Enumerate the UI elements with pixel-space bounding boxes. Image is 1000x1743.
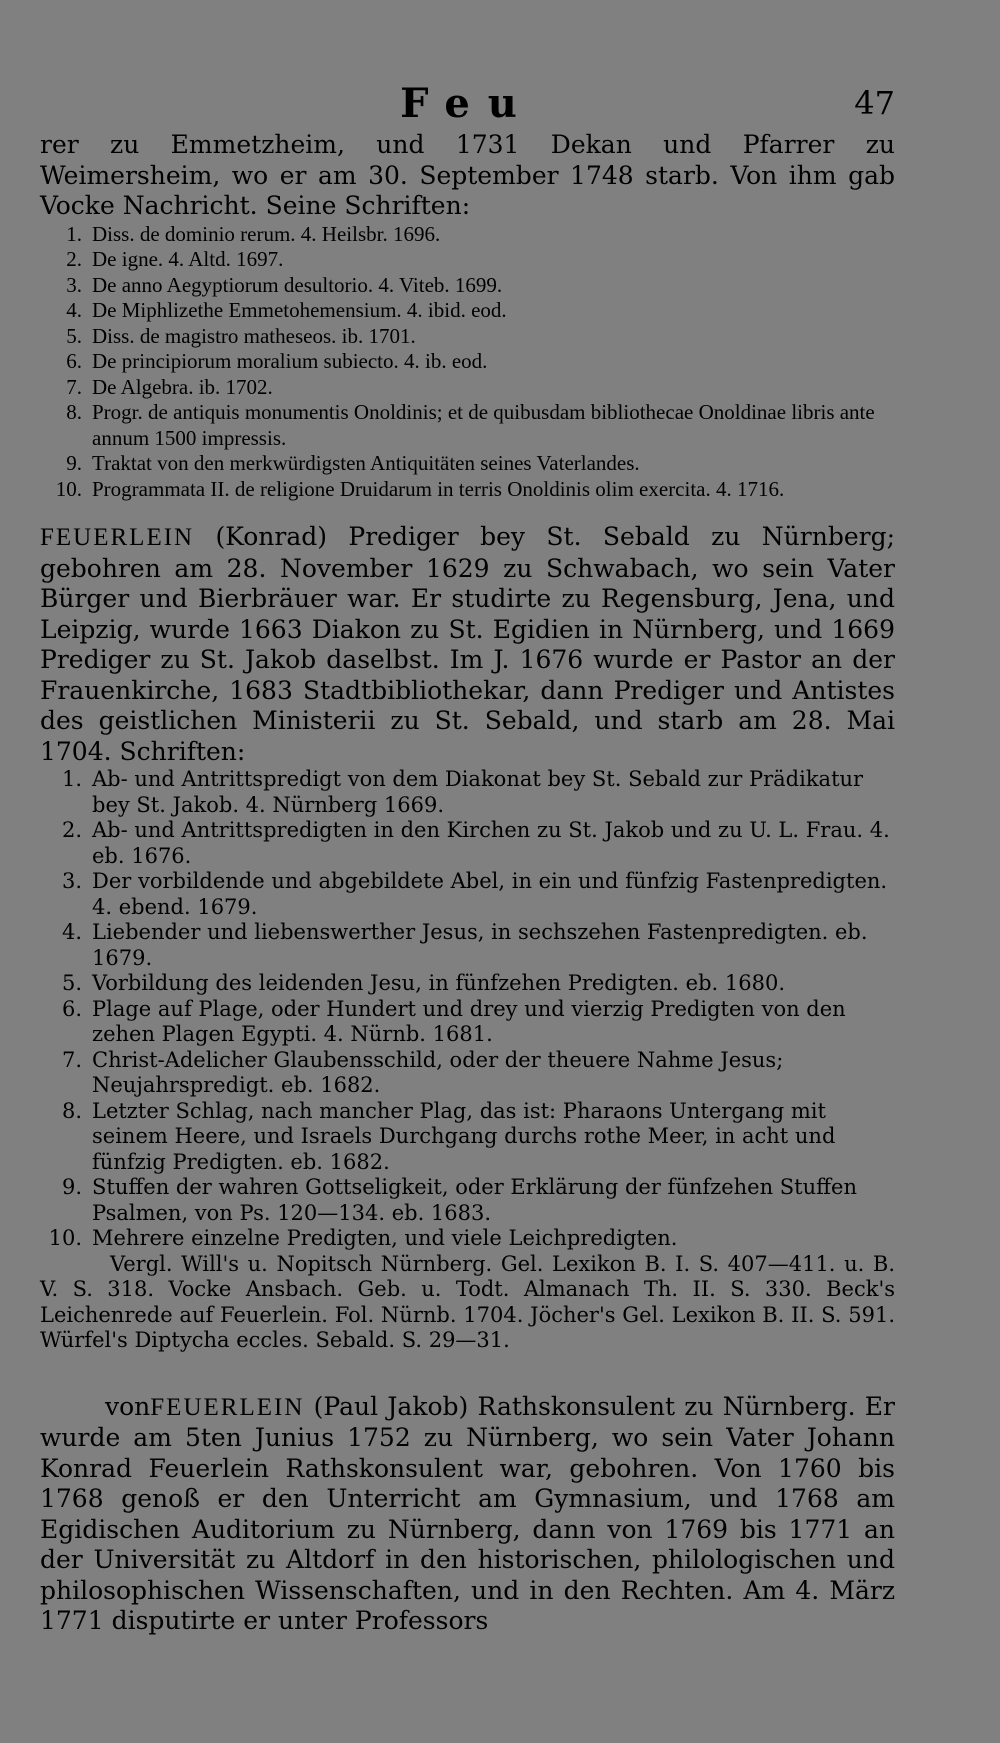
work-item bbox=[40, 818, 895, 869]
work-item bbox=[40, 920, 895, 971]
work-number: 1. bbox=[66, 221, 82, 246]
spacer bbox=[40, 502, 895, 522]
work-item bbox=[40, 400, 895, 451]
running-header bbox=[40, 70, 895, 130]
entry-body-text: (Konrad) Prediger bey St. Sebald zu Nürnberg; gebohren am 28. November 1629 zu Schwabach, wo sein Vater Bürger und Bierbräuer war. Er studirte zu Regensburg, Jena, und Leipzig, wurde 1663 Diakon zu St. Egidien in Nürnberg, und 1669 Prediger zu St. Jakob daselbst. Im J. 1676 wurde er Pastor an der Frauenkirche, 1683 Stadtbibliothekar, dann Prediger und Antistes des geistlichen Ministerii zu St. Sebald, und starb am 28. Mai 1704. Schriften: bbox=[40, 522, 895, 766]
running-title: Feu bbox=[400, 80, 535, 127]
work-item bbox=[40, 1099, 895, 1176]
work-title: Ab- und Antrittspredigten in den Kirchen zu St. Jakob und zu U. L. Frau. 4. eb. 1676. bbox=[92, 818, 890, 868]
work-item bbox=[40, 222, 895, 248]
work-title: Programmata II. de religione Druidarum in terris Onoldinis olim exercita. 4. 1716. bbox=[92, 476, 785, 501]
work-title: De anno Aegyptiorum desultorio. 4. Viteb. 1699. bbox=[92, 272, 503, 297]
entry-headword: FEUERLEIN bbox=[40, 524, 195, 551]
work-item bbox=[40, 1175, 895, 1226]
work-item bbox=[40, 375, 895, 401]
entry-body-text: (Paul Jakob) Rathskonsulent zu Nürnberg. Er wurde am 5ten Junius 1752 zu Nürnberg, wo sein Vater Johann Konrad Feuerlein Rathskonsulent war, gebohren. Von 1760 bis 1768 genoß er den Unterricht am Gymnasium, und 1768 am Egidischen Auditorium zu Nürnberg, dann von 1769 bis 1771 an der Universität zu Altdorf in den historischen, philologischen und philosophischen Wissenschaften, und in den Rechten. Am 4. März 1771 disputirte er unter Professors bbox=[40, 1391, 895, 1635]
work-number: 7. bbox=[66, 374, 82, 399]
entry-feuerlein-konrad bbox=[40, 522, 895, 767]
work-item bbox=[40, 298, 895, 324]
work-number: 4. bbox=[61, 920, 82, 944]
work-number: 8. bbox=[66, 400, 82, 424]
work-number: 2. bbox=[66, 247, 82, 271]
work-item bbox=[40, 247, 895, 273]
spacer bbox=[40, 1354, 895, 1392]
work-number: 8. bbox=[61, 1098, 82, 1123]
work-number: 7. bbox=[61, 1047, 82, 1072]
work-title: Der vorbildende und abgebildete Abel, in ein und fünfzig Fastenpredigten. 4. ebend. 1679. bbox=[92, 869, 888, 919]
work-title: Diss. de magistro matheseos. ib. 1701. bbox=[92, 323, 416, 348]
work-item bbox=[40, 451, 895, 477]
work-number: 1. bbox=[61, 767, 82, 791]
work-number: 5. bbox=[66, 323, 82, 348]
entry-feuerlein-paul-jakob bbox=[40, 1392, 895, 1637]
work-title: Plage auf Plage, oder Hundert und drey und vierzig Predigten von den zehen Plagen Egypti. 4. Nürnb. 1681. bbox=[92, 996, 846, 1046]
entry2-works-list bbox=[40, 767, 895, 1252]
work-number: 3. bbox=[66, 272, 82, 297]
work-title: De igne. 4. Altd. 1697. bbox=[92, 247, 284, 271]
work-number: 6. bbox=[66, 349, 82, 373]
entry-continuation-text: rer zu Emmetzheim, und 1731 Dekan und Pfarrer zu Weimersheim, wo er am 30. September 1748 starb. Von ihm gab Vocke Nachricht. Seine Schriften: bbox=[40, 130, 895, 220]
work-number: 5. bbox=[61, 971, 82, 995]
entry1-works-list bbox=[40, 222, 895, 503]
work-item bbox=[40, 1048, 895, 1099]
work-number: 6. bbox=[61, 996, 82, 1021]
work-title: Christ-Adelicher Glaubensschild, oder der theuere Nahme Jesus; Neujahrspredigt. eb. 1682. bbox=[92, 1047, 784, 1097]
work-item bbox=[40, 349, 895, 375]
work-title: Mehrere einzelne Predigten, und viele Leichpredigten. bbox=[92, 1226, 678, 1250]
work-number: 10. bbox=[48, 1226, 82, 1250]
work-item bbox=[40, 971, 895, 997]
page-number: 47 bbox=[854, 84, 895, 122]
work-number: 9. bbox=[66, 451, 82, 475]
work-title: De Miphlizethe Emmetohemensium. 4. ibid. eod. bbox=[92, 298, 507, 322]
work-item bbox=[40, 1226, 895, 1252]
work-number: 9. bbox=[61, 1175, 82, 1199]
work-title: Ab- und Antrittspredigt von dem Diakonat bey St. Sebald zur Prädikatur bey St. Jakob. 4. Nürnberg 1669. bbox=[92, 767, 864, 817]
work-item bbox=[40, 869, 895, 920]
work-number: 2. bbox=[61, 818, 82, 842]
work-number: 4. bbox=[66, 298, 82, 322]
references-text: Vergl. Will's u. Nopitsch Nürnberg. Gel. Lexikon B. I. S. 407—411. u. B. V. S. 318. Vocke Ansbach. Geb. u. Todt. Almanach Th. II. S. 330. Beck's Leichenrede auf Feuerlein. Fol. Nürnb. 1704. Jöcher's Gel. Lexikon B. II. S. 591. Würfel's Diptycha eccles. Sebald. S. 29—31. bbox=[40, 1251, 895, 1352]
work-item bbox=[40, 324, 895, 350]
entry-prefix: von bbox=[105, 1391, 151, 1421]
work-title: Stuffen der wahren Gottseligkeit, oder Erklärung der fünfzehen Stuffen Psalmen, von Ps. 120—134. eb. 1683. bbox=[92, 1175, 858, 1225]
references-paragraph bbox=[40, 1252, 895, 1354]
work-number: 3. bbox=[61, 869, 82, 893]
work-title: Vorbildung des leidenden Jesu, in fünfzehen Predigten. eb. 1680. bbox=[92, 971, 785, 995]
work-title: De Algebra. ib. 1702. bbox=[92, 374, 273, 399]
work-title: De principiorum moralium subiecto. 4. ib. eod. bbox=[92, 349, 488, 373]
work-item bbox=[40, 477, 895, 503]
work-title: Progr. de antiquis monumentis Onoldinis; et de quibusdam bibliothecae Onoldinae libris ante annum 1500 impressis. bbox=[92, 400, 875, 450]
work-item bbox=[40, 767, 895, 818]
entry-headword: FEUERLEIN bbox=[150, 1393, 305, 1421]
work-number: 10. bbox=[55, 476, 82, 501]
work-title: Traktat von den merkwürdigsten Antiquitäten seines Vaterlandes. bbox=[92, 451, 640, 475]
work-title: Diss. de dominio rerum. 4. Heilsbr. 1696. bbox=[92, 221, 441, 246]
work-title: Liebender und liebenswerther Jesus, in sechszehen Fastenpredigten. eb. 1679. bbox=[92, 920, 868, 970]
work-item bbox=[40, 997, 895, 1048]
work-item bbox=[40, 273, 895, 299]
work-title: Letzter Schlag, nach mancher Plag, das ist: Pharaons Untergang mit seinem Heere, und Israels Durchgang durchs rothe Meer, in acht und fünfzig Predigten. eb. 1682. bbox=[92, 1098, 836, 1174]
